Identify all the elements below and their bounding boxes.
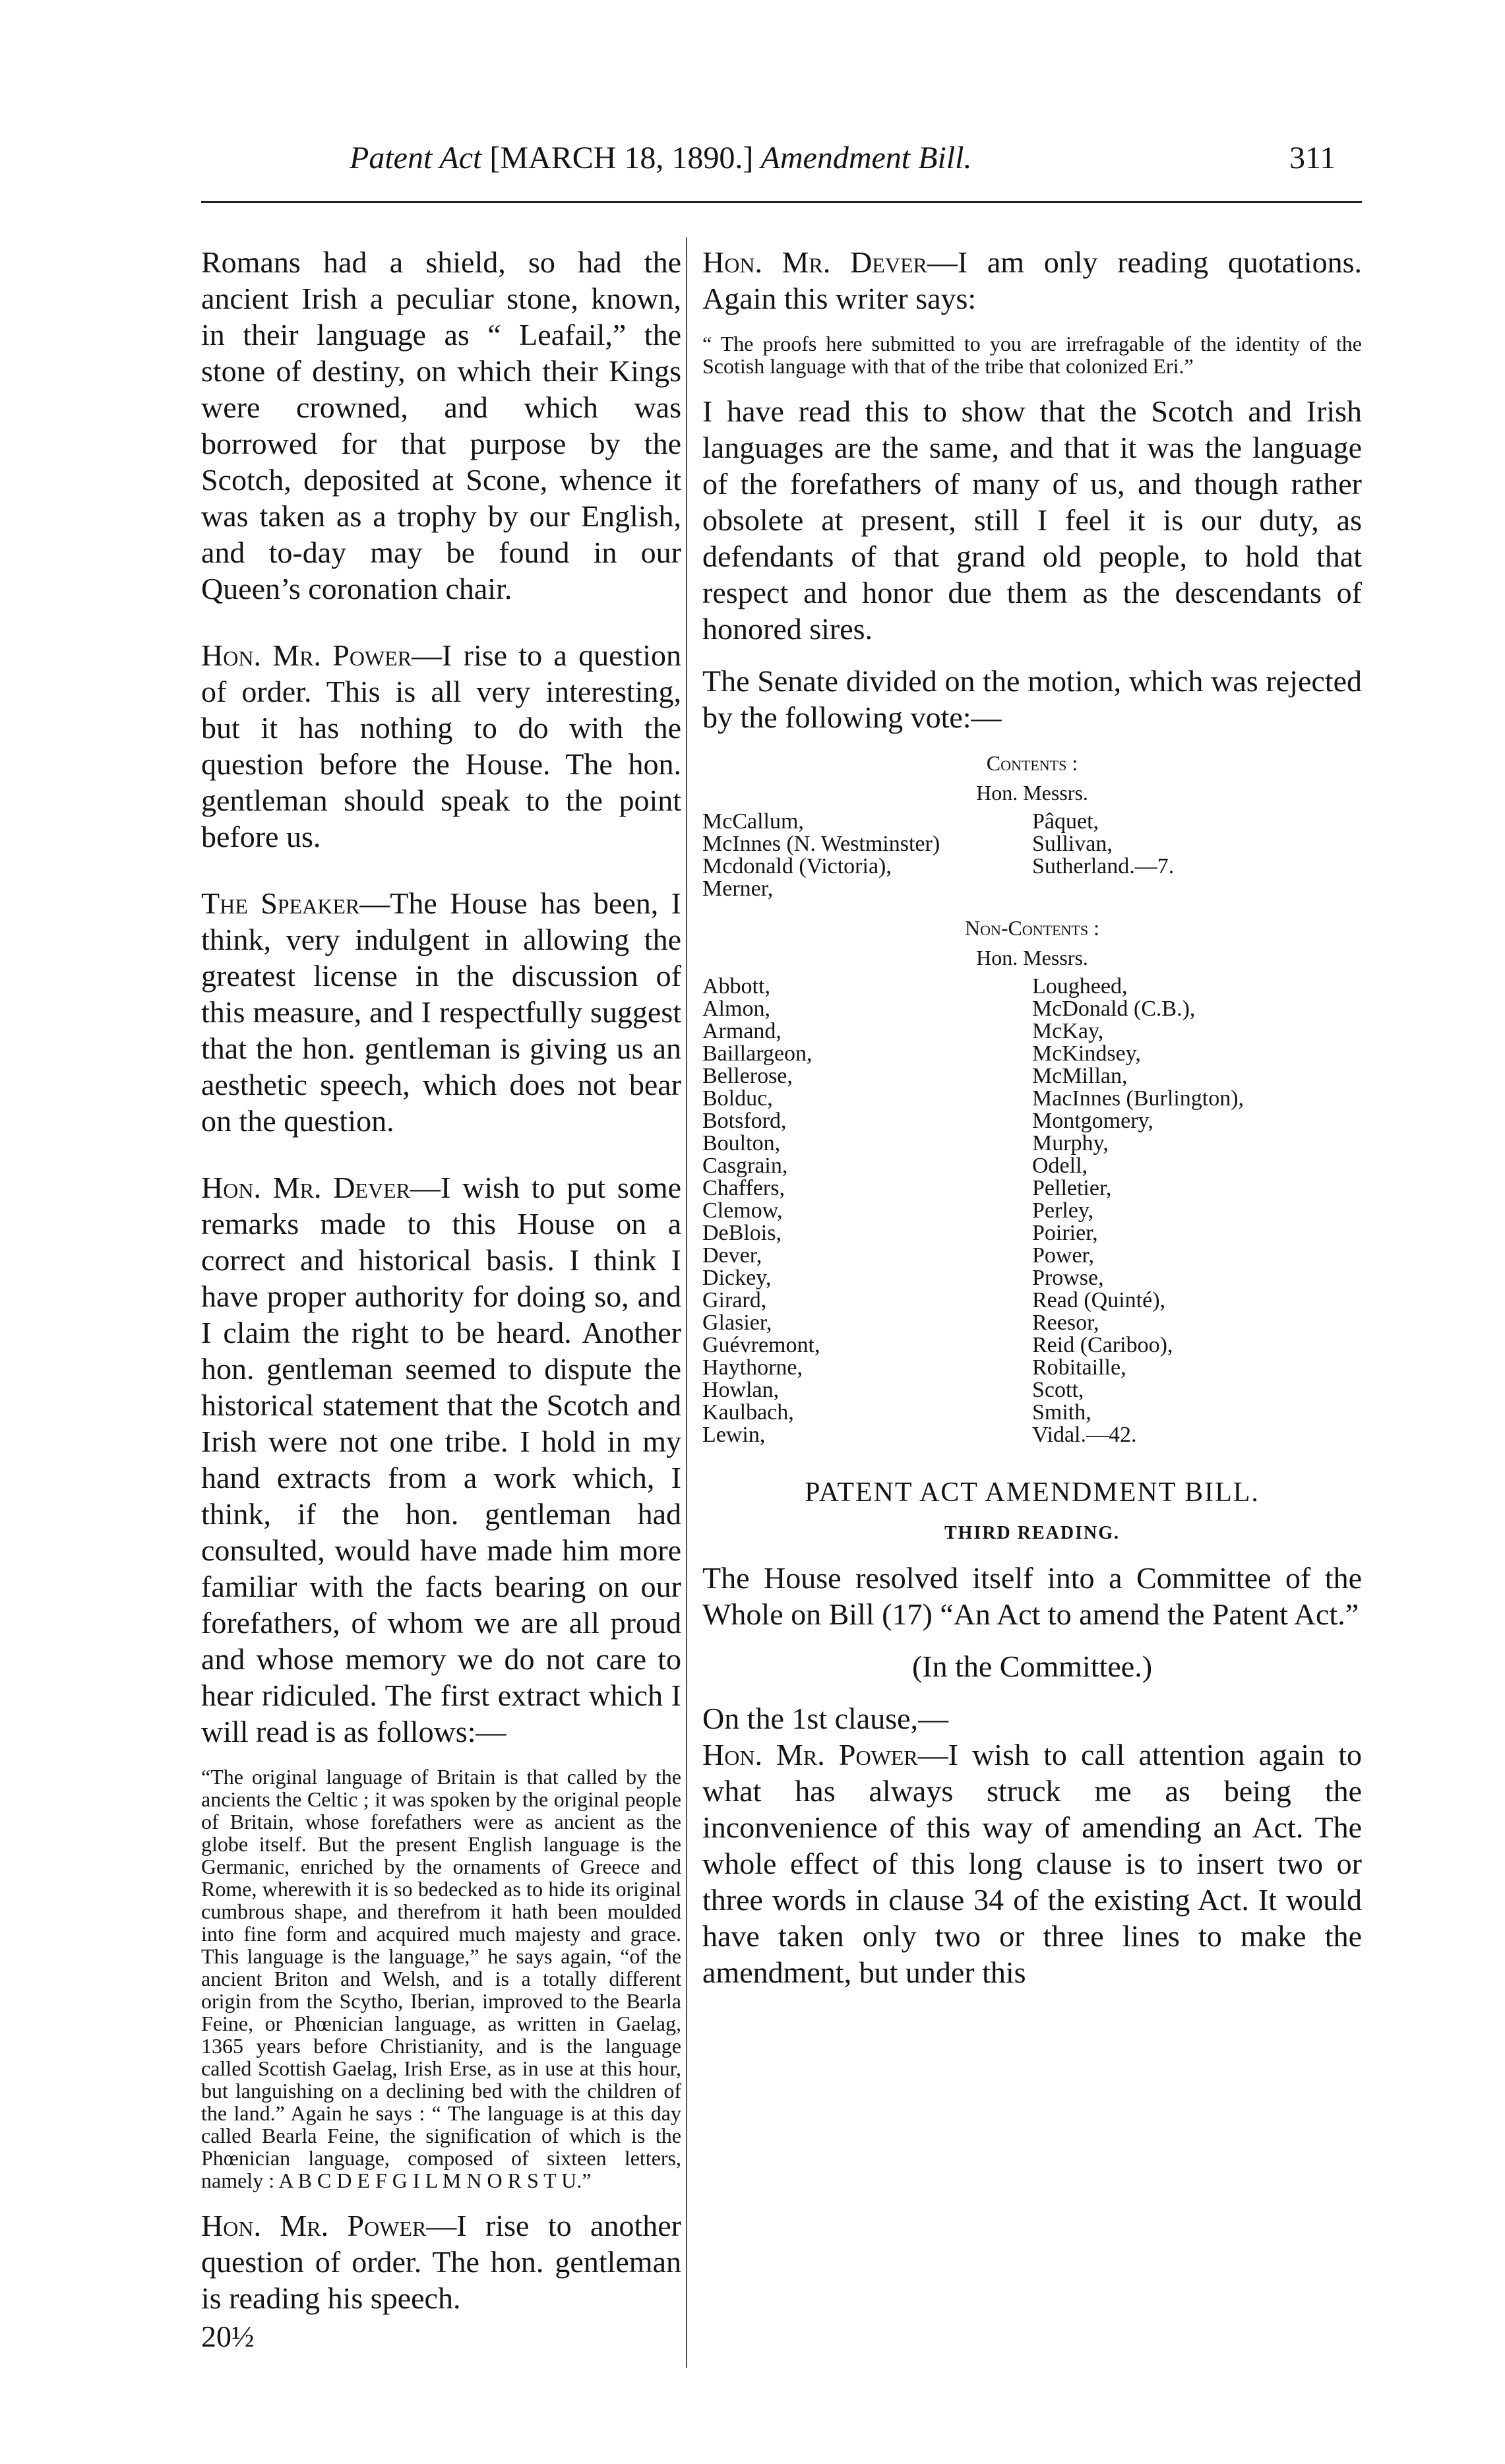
senator-name: MacInnes (Burlington), [1032, 1086, 1244, 1111]
paragraph: On the 1st clause,— [702, 1702, 949, 1735]
speaker-name: Hon. Mr. Dever [201, 1171, 411, 1204]
section-heading: PATENT ACT AMENDMENT BILL. [805, 1477, 1260, 1508]
senator-name: Perley, [1032, 1198, 1094, 1223]
senator-name: Smith, [1032, 1400, 1091, 1425]
committee-note: (In the Committee.) [911, 1649, 1153, 1683]
header-title-right: Amendment Bill. [760, 140, 972, 175]
senator-name: Pâquet, [1032, 809, 1099, 834]
senator-name: Merner, [702, 877, 774, 901]
senator-name: Robitaille, [1032, 1355, 1126, 1380]
senator-name: Vidal.—42. [1032, 1423, 1137, 1447]
paragraph: I have read this to show that the Scotch and Irish languages are the same, and that it was the language of the forefathers of many of us, and though rather obsolete at present, still I feel it is our duty, as defendants of that grand old people, to hold that respect and honor due them as the descendants of honored sires. [702, 394, 1362, 646]
contents-col-1 [702, 811, 1032, 900]
senator-name: Reesor, [1032, 1310, 1099, 1335]
contents-col-2 [1032, 811, 1362, 900]
paragraph: The House resolved itself into a Committee of the Whole on Bill (17) “An Act to amend the Patent Act.” [702, 1561, 1362, 1631]
noncontents-list [702, 975, 1362, 1446]
section-subheading: THIRD READING. [944, 1523, 1121, 1543]
paragraph [702, 244, 1362, 317]
senator-name: Haythorne, [702, 1355, 803, 1380]
paragraph [201, 2207, 681, 2316]
senator-name: Botsford, [702, 1109, 787, 1133]
senator-name: Abbott, [702, 974, 770, 999]
header-date: [MARCH 18, 1890.] [489, 140, 754, 175]
senator-name: Mcdonald (Victoria), [702, 854, 892, 878]
senator-name: Girard, [702, 1288, 767, 1312]
senator-name: McDonald (C.B.), [1032, 997, 1196, 1021]
page-number: 311 [1289, 140, 1336, 175]
senator-name: Boulton, [702, 1131, 781, 1155]
senator-name: Sullivan, [1032, 832, 1113, 856]
senator-name: Sutherland.—7. [1032, 854, 1175, 878]
senator-name: Pelletier, [1032, 1176, 1112, 1200]
speech-text: —I wish to put some remarks made to this House on a correct and historical basis. I think I have proper authority for doing so, and I claim the right to be heard. Another hon. gentleman seemed to dispute the historical statement that the Scotch and Irish were not one tribe. I hold in my hand extracts from a work which, I think, if the hon. gentleman had consulted, would have made him more familiar with the facts bearing on our forefathers, of whom we are all proud and whose memory we do not care to hear ridiculed. The first extract which I will read is as follows:— [201, 1171, 681, 1748]
senator-name: Bolduc, [702, 1086, 773, 1111]
speaker-name: The Speaker [201, 886, 360, 920]
senator-name: McMillan, [1032, 1064, 1128, 1088]
senator-name: Almon, [702, 997, 770, 1021]
senator-name: Power, [1032, 1243, 1095, 1268]
senator-name: McKindsey, [1032, 1041, 1141, 1066]
speech-text: —I wish to call attention again to what has always struck me as being the inconvenience of this way of amending an Act. The whole effect of this long clause is to insert two or three words in clause 34 of the existing Act. It would have taken only two or three lines to make the amendment, but under this [702, 1738, 1362, 1989]
senator-name: Guévremont, [702, 1333, 820, 1357]
speech-text: —I rise to another question of order. The hon. gentleman is reading his speech. [201, 2209, 681, 2315]
running-head-title [350, 140, 971, 176]
senator-name: McKay, [1032, 1019, 1104, 1043]
senator-name: Prowse, [1032, 1266, 1104, 1290]
noncontents-col-1 [702, 975, 1032, 1446]
speech-text: —I rise to a question of order. This is all very interesting, but it has nothing to do with the question before the House. The hon. gentleman should speak to the point before us. [201, 638, 681, 853]
senator-name: Clemow, [702, 1198, 783, 1223]
paragraph [201, 885, 681, 1139]
speaker-name: Hon. Mr. Power [702, 1738, 918, 1771]
signature-mark: 20½ [201, 2320, 255, 2353]
header-title-left: Patent Act [350, 140, 482, 175]
left-column [201, 244, 681, 2354]
speaker-name: Hon. Mr. Dever [702, 245, 927, 279]
paragraph [201, 637, 681, 855]
senator-name: Dever, [702, 1243, 762, 1268]
senator-name: Scott, [1032, 1378, 1084, 1402]
senator-name: Dickey, [702, 1266, 772, 1290]
paragraph [702, 1737, 1362, 1990]
senator-name: Read (Quinté), [1032, 1288, 1166, 1312]
senator-name: Howlan, [702, 1378, 780, 1402]
senator-name: Casgrain, [702, 1154, 788, 1178]
contents-subheading: Hon. Messrs. [976, 781, 1088, 805]
senator-name: Lewin, [702, 1423, 766, 1447]
senator-name: Bellerose, [702, 1064, 793, 1088]
senator-name: Lougheed, [1032, 974, 1128, 999]
speech-text: —I am only reading quotations. Again this writer says: [702, 245, 1363, 315]
senator-name: Murphy, [1032, 1131, 1109, 1155]
speaker-name: Hon. Mr. Power [201, 638, 412, 672]
senator-name: Kaulbach, [702, 1400, 794, 1425]
senator-name: Chaffers, [702, 1176, 785, 1200]
senator-name: Baillargeon, [702, 1041, 813, 1066]
contents-list [702, 811, 1362, 900]
senator-name: DeBlois, [702, 1221, 782, 1245]
block-quote: “ The proofs here submitted to you are irrefragable of the identity of the Scotish language with that of the tribe that colonized Eri.” [702, 332, 1362, 378]
right-column [702, 244, 1362, 1990]
senator-name: Armand, [702, 1019, 782, 1043]
senator-name: Reid (Cariboo), [1032, 1333, 1173, 1357]
block-quote: “The original language of Britain is that called by the ancients the Celtic ; it was spoken by the original people of Britain, whose forefathers were as ancient as the globe itself. But the present English language is the Germanic, enriched by the ornaments of Greece and Rome, wherewith it is so bedecked as to hide its original cumbrous shape, and therefrom it hath been moulded into fine form and acquired much majesty and grace. This language is the language,” he says again, “of the ancient Briton and Welsh, and is a totally different origin from the Scytho, Iberian, improved to the Bearla Feine, or Phœnician language, as written in Gaelag, 1365 years before Christianity, and is the language called Scottish Gaelag, Irish Erse, as in use at this hour, but languishing on a declining bed with the children of the land.” Again he says : “ The language is at this day called Bearla Feine, the signification of which is the Phœnician language, composed of sixteen letters, namely : A B C D E F G I L M N O R S T U.” [201, 1765, 681, 2192]
noncontents-col-2 [1032, 975, 1362, 1446]
noncontents-subheading: Hon. Messrs. [976, 946, 1088, 970]
paragraph [201, 1169, 681, 1750]
running-header [0, 140, 1505, 186]
header-rule [201, 201, 1362, 203]
noncontents-heading: Non-Contents : [965, 916, 1099, 940]
contents-heading: Contents : [986, 751, 1078, 775]
column-divider [686, 237, 687, 2368]
senator-name: Montgomery, [1032, 1109, 1153, 1133]
speech-text: —The House has been, I think, very indulgent in allowing the greatest license in the discussion of this measure, and I respectfully suggest that the hon. gentleman is giving us an aesthetic speech, which does not bear on the question. [201, 886, 681, 1138]
paragraph: The Senate divided on the motion, which was rejected by the following vote:— [702, 664, 1362, 734]
senator-name: Poirier, [1032, 1221, 1098, 1245]
paragraph: Romans had a shield, so had the ancient Irish a peculiar stone, known, in their language as “ Leafail,” the stone of destiny, on which their Kings were crowned, and which was borrowed for that purpose by the Scotch, deposited at Scone, whence it was taken as a trophy by our English, and to-day may be found in our Queen’s coronation chair. [201, 245, 681, 605]
senator-name: Odell, [1032, 1154, 1088, 1178]
senator-name [1032, 878, 1362, 900]
senator-name: McInnes (N. Westminster) [702, 832, 940, 856]
speaker-name: Hon. Mr. Power [201, 2209, 427, 2242]
senator-name: Glasier, [702, 1310, 772, 1335]
senator-name: McCallum, [702, 809, 804, 834]
